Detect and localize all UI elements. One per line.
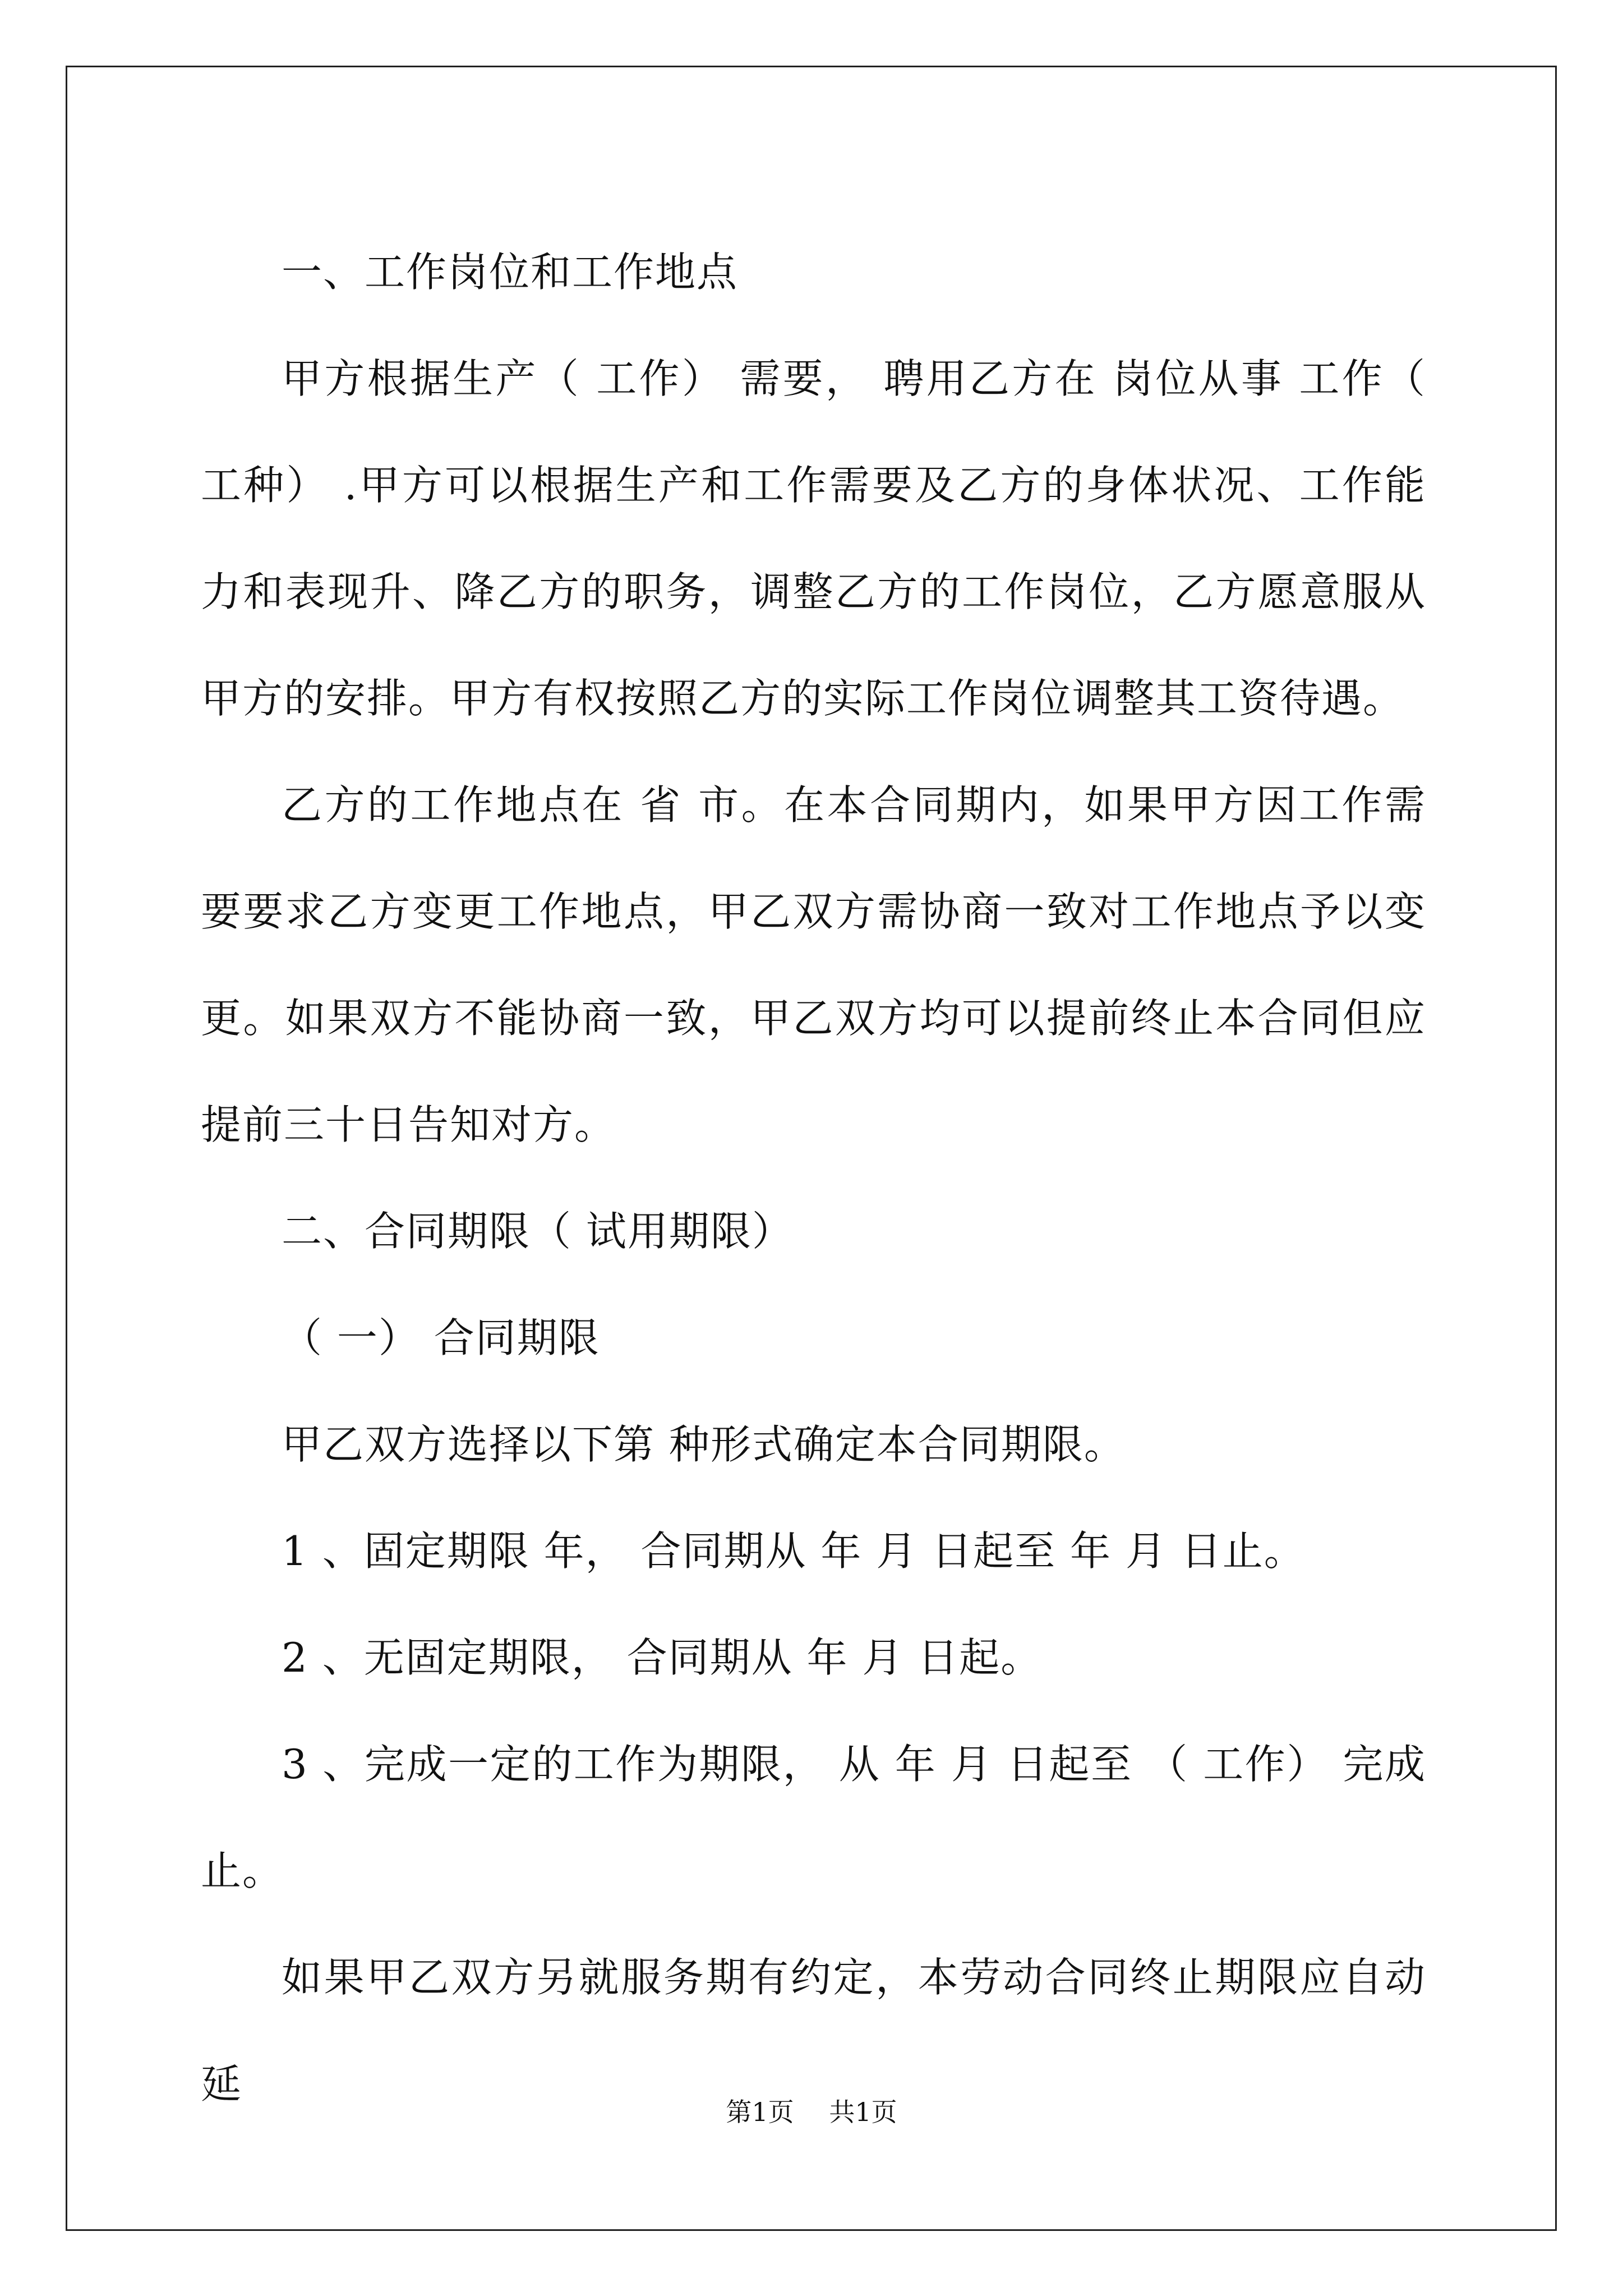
section-heading-1: 一、工作岗位和工作地点 <box>282 249 739 296</box>
page-total: 共1页 <box>829 2097 897 2127</box>
page-footer <box>0 2095 1623 2129</box>
document-body <box>201 219 1426 2137</box>
section-heading-2: 二、合同期限（ 试用期限） <box>282 1208 794 1255</box>
paragraph-work-location: 乙方的工作地点在 省 市。在本合同期内，如果甲方因工作需要要求乙方变更工作地点，甲乙双方需协商一致对工作地点予以变更。如果双方不能协商一致，甲乙双方均可以提前终止本合同但应提前三十日告知对方。 <box>201 781 1426 1148</box>
subsection-heading: （ 一） 合同期限 <box>282 1314 600 1361</box>
list-item-task-term: 3 、完成一定的工作为期限， 从 年 月 日起至 （ 工作） 完成止。 <box>201 1741 1426 1894</box>
list-item-open-term: 2 、无固定期限， 合同期从 年 月 日起。 <box>282 1634 1043 1681</box>
list-item-fixed-term: 1 、固定期限 年， 合同期从 年 月 日起至 年 月 日止。 <box>282 1527 1306 1575</box>
paragraph-term-selection: 甲乙双方选择以下第 种形式确定本合同期限。 <box>282 1421 1126 1468</box>
paragraph-position-arrangement: 甲方根据生产（ 工作） 需要， 聘用乙方在 岗位从事 工作（ 工种） .甲方可以根据生产和工作需要及乙方的身体状况、工作能力和表现升、降乙方的职务，调整乙方的工作岗位，乙方愿意服从甲方的安排。甲方有权按照乙方的实际工作岗位调整其工资待遇。 <box>201 355 1426 722</box>
page-number: 第1页 <box>726 2097 794 2127</box>
paragraph-service-period: 如果甲乙双方另就服务期有约定，本劳动合同终止期限应自动延 <box>201 1954 1426 2108</box>
